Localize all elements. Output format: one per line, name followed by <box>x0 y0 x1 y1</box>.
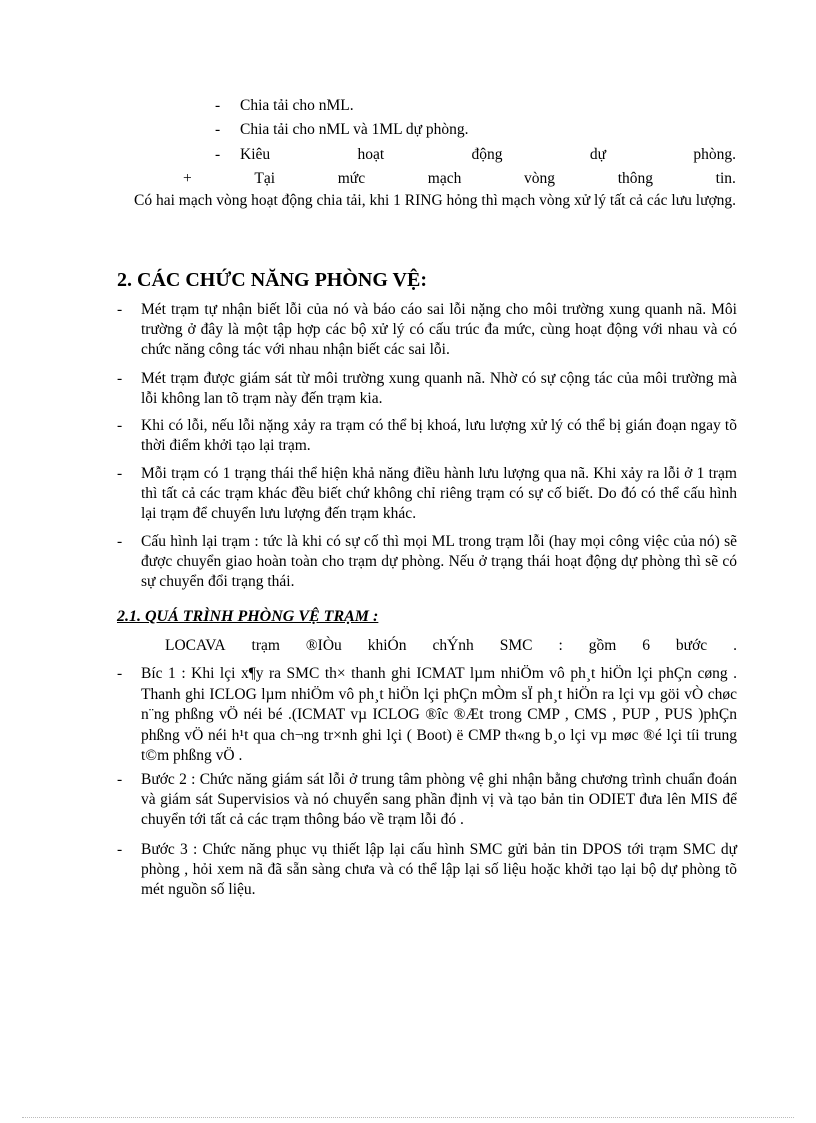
list-dash: - <box>215 121 221 138</box>
list-dash: - <box>117 465 123 482</box>
list-dash: - <box>117 771 123 788</box>
word: chÝnh <box>432 637 474 654</box>
word: gồm <box>588 637 617 654</box>
word: tin. <box>715 170 736 187</box>
word: động <box>471 146 503 163</box>
word: vòng <box>524 170 556 187</box>
word: phòng. <box>693 146 736 163</box>
word: Tại <box>254 170 276 187</box>
page-bottom-border <box>22 1117 794 1118</box>
list-dash: - <box>215 97 221 114</box>
list-dash: - <box>117 841 123 858</box>
list-dash: - <box>117 533 123 550</box>
word: LOCAVA <box>165 637 226 654</box>
list-dash: - <box>117 301 123 318</box>
list-dash: - <box>215 146 221 163</box>
word: dự <box>589 146 607 163</box>
intro-paragraph: Có hai mạch vòng hoạt động chia tải, khi 1 RING hỏng thì mạch vòng xử lý tất cả các lưu lượng. <box>134 192 737 209</box>
word: trạm <box>251 637 280 654</box>
word: Kiêu <box>240 146 271 163</box>
paragraph-item: Mỗi trạm có 1 trạng thái thể hiện khả năng điều hành lưu lượng qua nã. Khi xảy ra lỗi ở 1 trạm thì tất cả các trạm khác đều biết chứ không chỉ riêng trạm có sự cố biết. Do đó có thể cấu hình lại trạm để chuyển lưu lượng đến trạm khác. <box>141 465 737 522</box>
word: . <box>733 637 737 654</box>
list-dash: - <box>117 665 123 682</box>
list-item-justified <box>240 145 736 165</box>
step-item: Bíc 1 : Khi lçi x¶y ra SMC th× thanh ghi ICMAT lµm nhiÖm vô ph¸t hiÖn lçi phÇn cøng . Thanh ghi ICLOG lµm nhiÖm vô ph¸t hiÖn lçi phÇn mÒm sÏ ph¸t hiÖn ra lçi vµ göi vÒ chøc n¨ng phßng vÖ néi bé .(ICMAT vµ ICLOG ®îc ®Æt trong CMP , CMS , PUP , PUS )phÇn phßng vÖ néi h¹t qua ch¬ng tr×nh ghi lçi ( Boot) ë CMP th«ng b¸o lçi vµ møc ®é lçi tíi trung t©m phßng vÖ . <box>141 665 737 764</box>
steps-intro-justified <box>165 636 737 656</box>
word: ®IÒu <box>305 637 342 654</box>
word: : <box>558 637 563 654</box>
word: SMC <box>499 637 533 654</box>
paragraph-item: Cấu hình lại trạm : tức là khi có sự cố thì mọi ML trong trạm lỗi (hay mọi công việc của nó) sẽ được chuyển giao hoàn toàn cho trạm dự phòng. Nếu ở trạng thái hoạt động dự phòng thì sẽ có sự chuyển đổi trạng thái. <box>141 533 737 590</box>
step-item: Bước 2 : Chức năng giám sát lỗi ở trung tâm phòng vệ ghi nhận bằng chương trình chuẩn đoán và giám sát Supervisios và nó chuyển sang phần định vị và tạo bản tin ODIET đưa lên MIS để chuyển tới tất cả các trạm thông báo về trạm lỗi đó . <box>141 771 737 828</box>
word: thông <box>617 170 653 187</box>
word: khiÓn <box>367 637 407 654</box>
list-item: Chia tải cho nML. <box>240 97 354 114</box>
word: 6 <box>642 637 650 654</box>
paragraph-item: Mét trạm được giám sát từ môi trường xung quanh nã. Nhờ có sự cộng tác của môi trường mà lỗi không lan tõ trạm này đến trạm kia. <box>141 370 737 407</box>
word: bước <box>675 637 708 654</box>
word: hoạt <box>357 146 385 163</box>
word: mức <box>337 170 366 187</box>
subsection-heading: 2.1. QUÁ TRÌNH PHÒNG VỆ TRẠM : <box>117 608 379 625</box>
paragraph-item: Khi có lỗi, nếu lỗi nặng xảy ra trạm có thể bị khoá, lưu lượng xử lý có thể bị gián đoạn ngay tõ thời điểm khởi tạo lại trạm. <box>141 417 737 454</box>
list-item: Chia tải cho nML và 1ML dự phòng. <box>240 121 469 138</box>
word: + <box>183 170 192 187</box>
list-dash: - <box>117 417 123 434</box>
paragraph-item: Mét trạm tự nhận biết lỗi của nó và báo cáo sai lỗi nặng cho môi trường xung quanh nã. Môi trường ở đây là một tập hợp các bộ xử lý có cấu trúc đa mức, cùng hoạt động với nhau và có chức năng công tác với nhau nhận biết các sai lỗi. <box>141 301 737 358</box>
section-heading: 2. CÁC CHỨC NĂNG PHÒNG VỆ: <box>117 269 427 291</box>
list-dash: - <box>117 370 123 387</box>
sub-line-justified <box>183 169 736 189</box>
step-item: Bước 3 : Chức năng phục vụ thiết lập lại cấu hình SMC gửi bản tin DPOS tới trạm SMC dự phòng , hỏi xem nã đã sẵn sàng chưa và có thể lập lại số liệu hoặc khởi tạo lại bộ dự phòng tõ mét nguồn số liệu. <box>141 841 737 898</box>
word: mạch <box>427 170 462 187</box>
